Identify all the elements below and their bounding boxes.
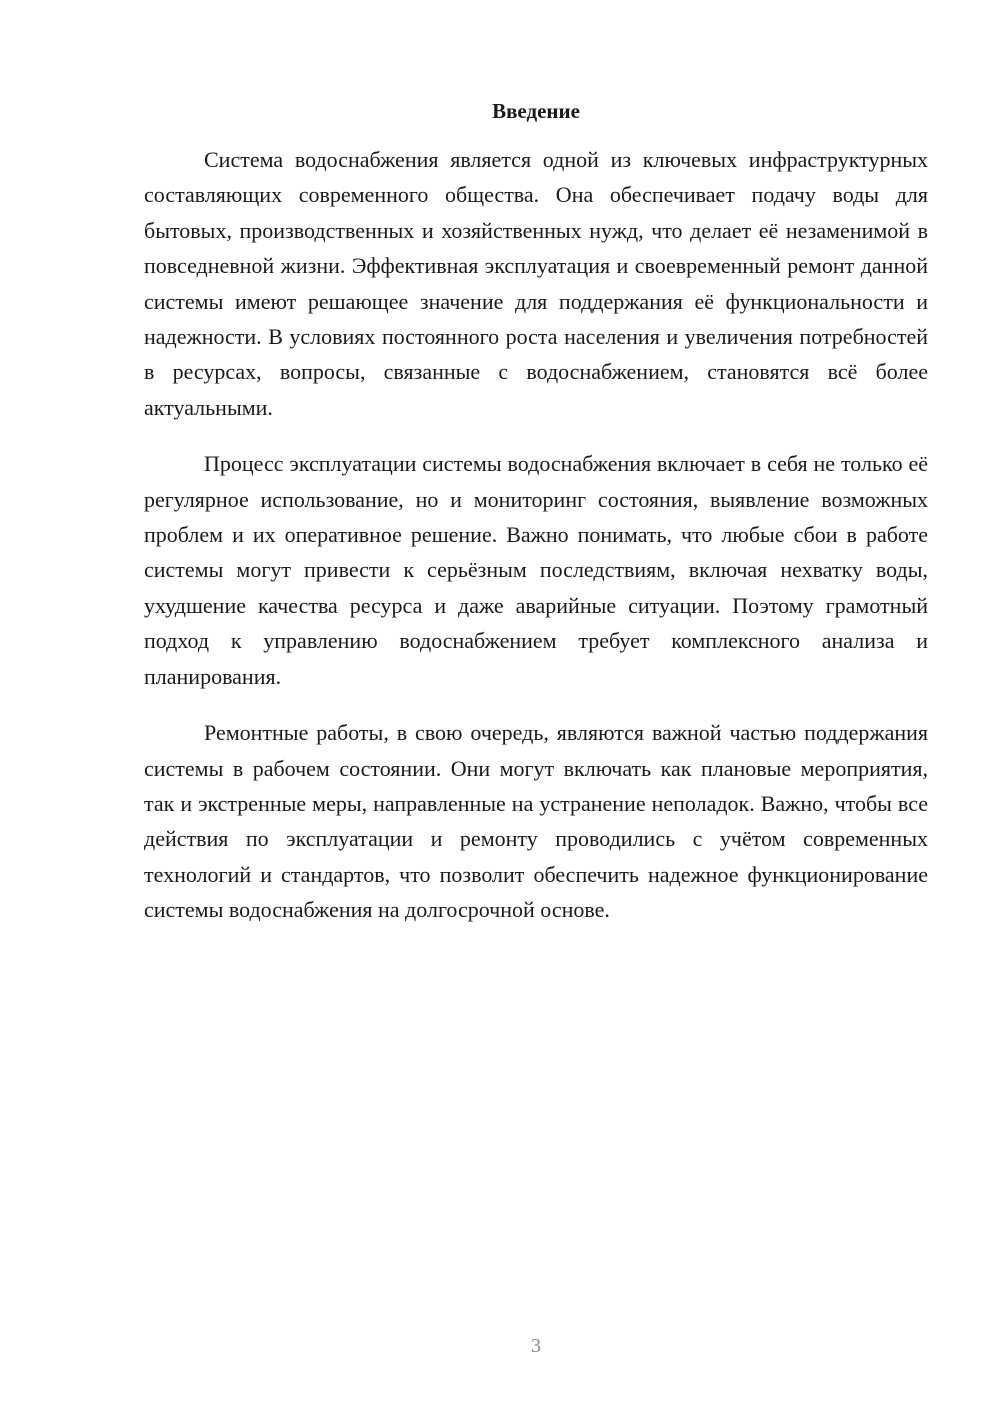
paragraph-2: Процесс эксплуатации системы водоснабжения включает в себя не только её регулярное использование, но и мониторинг состояния, выявление возможных проблем и их оперативное решение. Важно понимать, что любые сбои в работе системы могут привести к серьёзным последствиям, включая нехватку воды, ухудшение качества ресурса и даже аварийные ситуации. Поэтому грамотный подход к управлению водоснабжением требует комплексного анализа и планирования. [144, 451, 928, 689]
paragraph-3: Ремонтные работы, в свою очередь, являются важной частью поддержания системы в рабочем состоянии. Они могут включать как плановые мероприятия, так и экстренные меры, направленные на устранение неполадок. Важно, чтобы все действия по эксплуатации и ремонту проводились с учётом современных технологий и стандартов, что позволит обеспечить надежное функционирование системы водоснабжения на долгосрочной основе. [144, 720, 928, 923]
page-heading: Введение [492, 99, 580, 123]
paragraph-1: Система водоснабжения является одной из ключевых инфраструктурных составляющих современного общества. Она обеспечивает подачу воды для бытовых, производственных и хозяйственных нужд, что делает её незаменимой в повседневной жизни. Эффективная эксплуатация и своевременный ремонт данной системы имеют решающее значение для поддержания её функциональности и надежности. В условиях постоянного роста населения и увеличения потребностей в ресурсах, вопросы, связанные с водоснабжением, становятся всё более актуальными. [144, 147, 928, 420]
page-number: 3 [531, 1335, 541, 1357]
body-text [144, 142, 928, 928]
